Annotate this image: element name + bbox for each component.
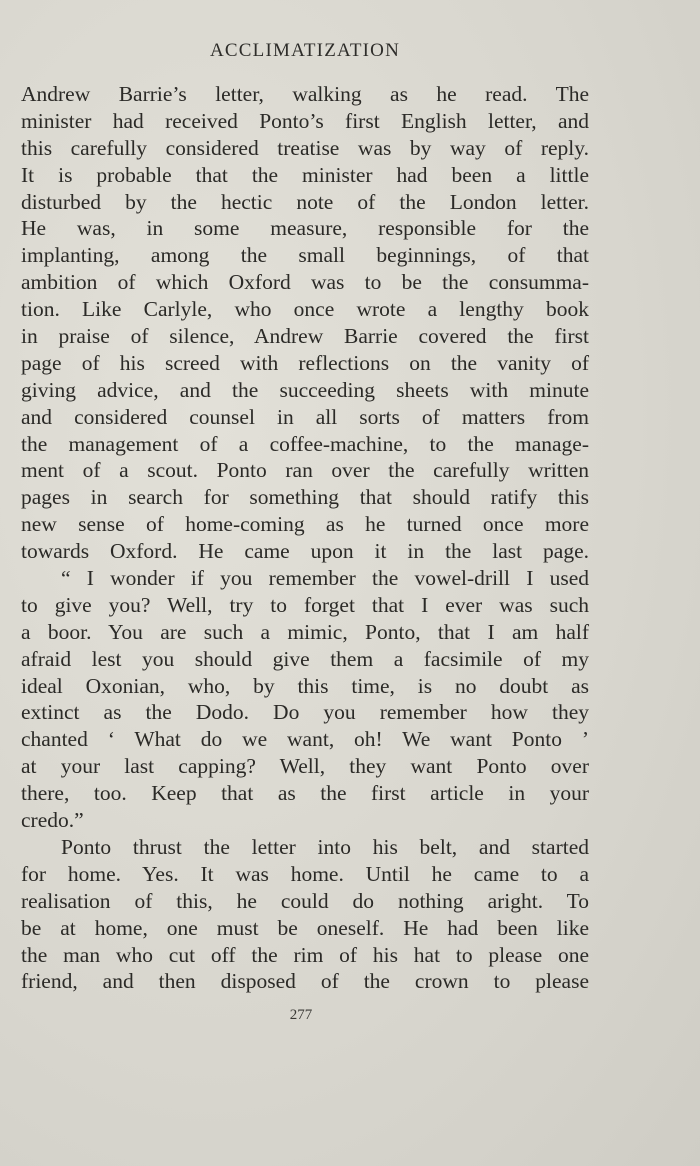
text-line: It is probable that the minister had been a little [21,162,589,187]
text-line: be at home, one must be oneself. He had been like [21,915,589,940]
text-line: this carefully considered treatise was by way of reply. [21,135,589,160]
text-line: afraid lest you should give them a facsimile of my [21,646,589,671]
text-line: Ponto thrust the letter into his belt, and started [61,834,589,859]
text-line: He was, in some measure, responsible for the [21,216,589,241]
page-number: 277 [289,1007,313,1023]
text-line: giving advice, and the succeeding sheets with minute [21,377,589,402]
text-line: Andrew Barrie’s letter, walking as he read. The [21,82,589,106]
running-head: ACCLIMATIZATION [209,40,401,61]
text-line: towards Oxford. He came upon it in the last page. [21,539,589,564]
text-line: minister had received Ponto’s first English letter, and [21,108,589,133]
text-line: and considered counsel in all sorts of matters from [21,404,589,429]
text-line: extinct as the Dodo. Do you remember how they [21,700,589,725]
text-line: tion. Like Carlyle, who once wrote a lengthy book [21,297,589,322]
text-line: page of his screed with reflections on the vanity of [21,350,589,375]
text-line: ideal Oxonian, who, by this time, is no doubt as [21,673,589,698]
text-line: ment of a scout. Ponto ran over the carefully written [21,458,589,483]
text-line: to give you? Well, try to forget that I ever was such [21,592,589,617]
text-line: pages in search for something that should ratify this [21,485,589,510]
body-text [21,81,589,995]
text-line: in praise of silence, Andrew Barrie covered the first [21,324,589,349]
text-line: there, too. Keep that as the first article in your [21,781,589,806]
text-line: at your last capping? Well, they want Ponto over [21,754,589,779]
text-line: a boor. You are such a mimic, Ponto, that I am half [21,619,589,644]
text-line: the management of a coffee-machine, to the manage- [21,431,589,456]
text-line: “ I wonder if you remember the vowel-drill I used [61,566,589,591]
text-line: for home. Yes. It was home. Until he came to a [21,861,589,886]
text-line: new sense of home-coming as he turned once more [21,512,589,537]
text-line: friend, and then disposed of the crown to please [21,969,589,994]
text-line: ambition of which Oxford was to be the consumma- [21,270,589,295]
text-line: the man who cut off the rim of his hat to please one [21,942,589,967]
text-line: realisation of this, he could do nothing aright. To [21,888,589,913]
text-line: chanted ‘ What do we want, oh! We want Ponto ’ [21,727,589,752]
text-line: disturbed by the hectic note of the London letter. [21,189,589,214]
text-line: implanting, among the small beginnings, of that [21,243,589,268]
text-line: credo.” [21,808,84,833]
